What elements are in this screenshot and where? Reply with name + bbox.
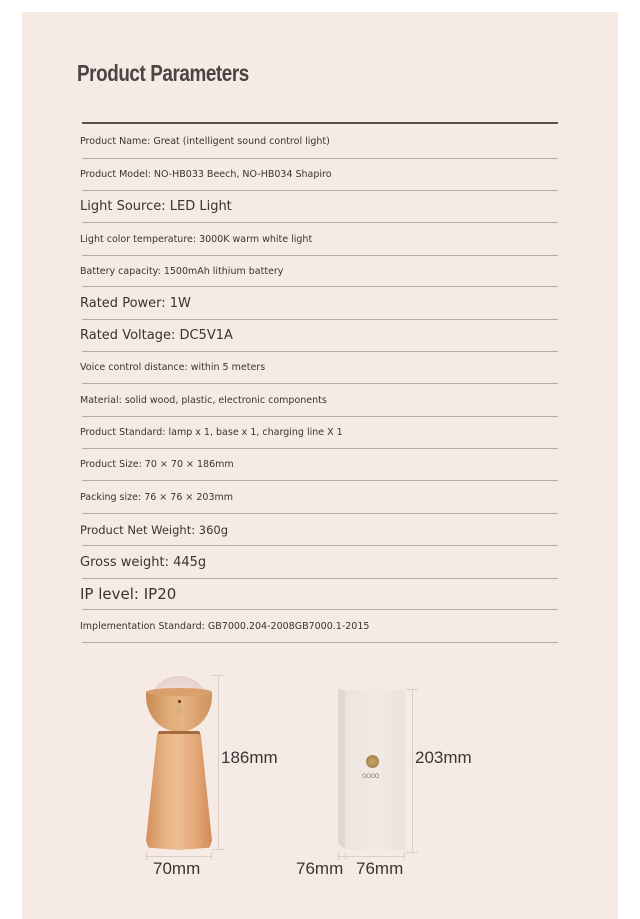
parameter-row	[82, 256, 558, 287]
parameter-text: Product Standard: lamp x 1, base x 1, charging line X 1	[80, 427, 343, 438]
parameter-row	[82, 481, 558, 514]
parameter-text: IP level: IP20	[80, 585, 177, 603]
parameter-row	[82, 514, 558, 546]
parameter-text: Product Name: Great (intelligent sound control light)	[80, 135, 330, 147]
dimension-tick	[404, 852, 405, 860]
parameter-text: Packing size: 76 × 76 × 203mm	[80, 491, 234, 503]
parameter-row	[82, 159, 558, 191]
parameter-text: Light Source: LED Light	[80, 199, 232, 214]
dimension-tick	[406, 689, 418, 690]
parameter-text: Implementation Standard: GB7000.204-2008GB7000.1-2015	[80, 620, 370, 632]
brand-logo-text: OOOO	[362, 773, 379, 780]
dimension-tick	[146, 852, 147, 860]
dimension-tick	[211, 852, 212, 860]
box-width-label: 76mm	[356, 859, 404, 878]
parameter-text: Rated Power: 1W	[80, 295, 191, 311]
parameter-row	[82, 449, 558, 481]
parameter-row	[82, 546, 558, 579]
parameter-row	[82, 320, 558, 352]
lamp-height-label: 186mm	[221, 748, 278, 767]
dimension-tick	[212, 849, 224, 850]
parameter-row	[82, 610, 558, 643]
brand-logo-icon	[366, 755, 379, 768]
parameter-text: Product Model: NO-HB033 Beech, NO-HB034 Shapiro	[80, 169, 332, 180]
dimension-tick	[212, 675, 224, 676]
microphone-hole-icon	[178, 700, 181, 703]
parameter-row	[82, 384, 558, 417]
parameter-row	[82, 579, 558, 610]
box-front	[345, 690, 405, 850]
parameter-text: Product Net Weight: 360g	[80, 522, 229, 537]
parameter-row	[82, 124, 558, 159]
parameter-text: Battery capacity: 1500mAh lithium battery	[80, 265, 284, 277]
box-width-dimension-line	[338, 856, 405, 857]
lamp-body	[146, 734, 212, 850]
box-height-dimension-line	[412, 689, 413, 852]
parameter-row	[82, 223, 558, 256]
dimension-tick	[406, 852, 418, 853]
box-height-label: 203mm	[415, 748, 472, 767]
lamp-logo-icon	[175, 707, 182, 714]
parameter-text: Rated Voltage: DC5V1A	[80, 328, 233, 343]
parameter-text: Product Size: 70 × 70 × 186mm	[80, 459, 234, 470]
lamp-height-dimension-line	[218, 675, 219, 849]
parameter-text: Gross weight: 445g	[80, 554, 207, 570]
parameter-text: Light color temperature: 3000K warm white light	[80, 233, 313, 245]
parameters-table	[82, 122, 558, 643]
parameter-row	[82, 417, 558, 449]
lamp-width-dimension-line	[146, 856, 212, 857]
parameter-row	[82, 287, 558, 320]
box-depth-label: 76mm	[296, 859, 344, 878]
dimension-tick	[345, 852, 346, 860]
parameter-row	[82, 191, 558, 223]
parameter-text: Voice control distance: within 5 meters	[80, 362, 266, 373]
parameter-row	[82, 352, 558, 384]
page-title: Product Parameters	[77, 60, 249, 86]
lamp-width-label: 70mm	[153, 859, 201, 878]
parameter-text: Material: solid wood, plastic, electronic components	[80, 394, 327, 406]
